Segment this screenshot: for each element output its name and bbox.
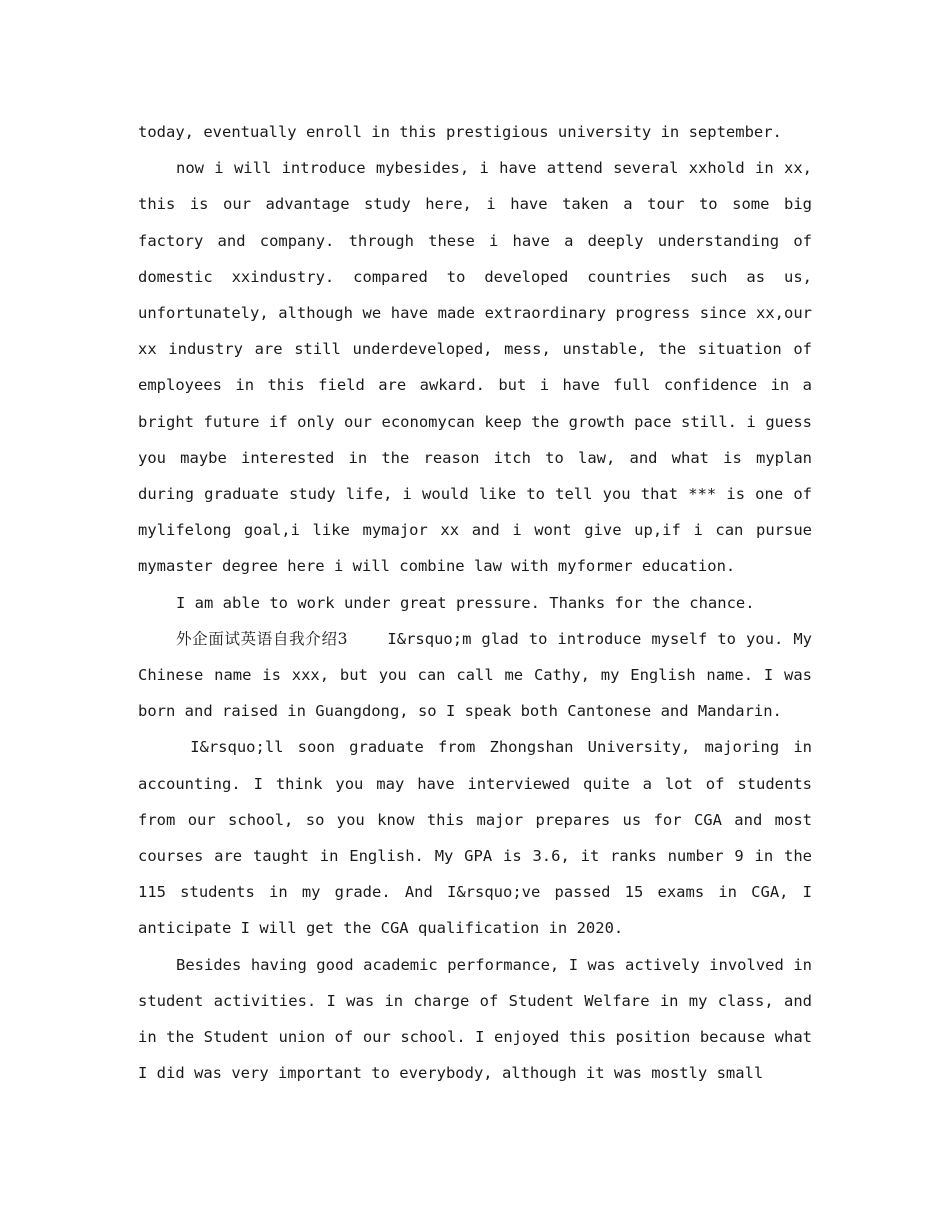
paragraph-self-intro-3-text: I&rsquo;m glad to introduce myself to you. My Chinese name is xxx, but you can call me Cathy, my English name. I was born and raised in Guangdong, so I speak both Cantonese and Mandarin. xyxy=(138,629,822,721)
paragraph-education: I&rsquo;ll soon graduate from Zhongshan University, majoring in accounting. I think you may have interviewed quite a lot of students from our school, so you know this major prepares us for CGA and most courses are taught in English. My GPA is 3.6, it ranks number 9 in the 115 students in my grade. And I&rsquo;ve passed 15 exams in CGA, I anticipate I will get the CGA qualification in 2020. xyxy=(138,738,822,938)
section-heading: 外企面试英语自我介绍3 xyxy=(176,629,348,648)
paragraph-self-intro-3 xyxy=(138,621,822,730)
paragraph-closing: I am able to work under great pressure. Thanks for the chance. xyxy=(176,593,755,612)
paragraph-introduction: now i will introduce mybesides, i have attend several xxhold in xx, this is our advantage study here, i have taken a tour to some big factory and company. through these i have a deeply understanding of domestic xxindustry. compared to developed countries such as us, unfortunately, although we have made extraordinary progress since xx,our xx industry are still underdeveloped, mess, unstable, the situation of employees in this field are awkard. but i have full confidence in a bright future if only our economycan keep the growth pace still. i guess you maybe interested in the reason itch to law, and what is myplan during graduate study life, i would like to tell you that *** is one of mylifelong goal,i like mymajor xx and i wont give up,if i can pursue mymaster degree here i will combine law with myformer education. xyxy=(138,159,812,576)
paragraph-continuation: today, eventually enroll in this prestigious university in september. xyxy=(138,123,782,141)
paragraph-activities: Besides having good academic performance, I was actively involved in student activities. I was in charge of Student Welfare in my class, and in the Student union of our school. I enjoyed this position because what I did was very important to everybody, although it was mostly small xyxy=(138,955,812,1083)
document-body xyxy=(138,114,822,1091)
